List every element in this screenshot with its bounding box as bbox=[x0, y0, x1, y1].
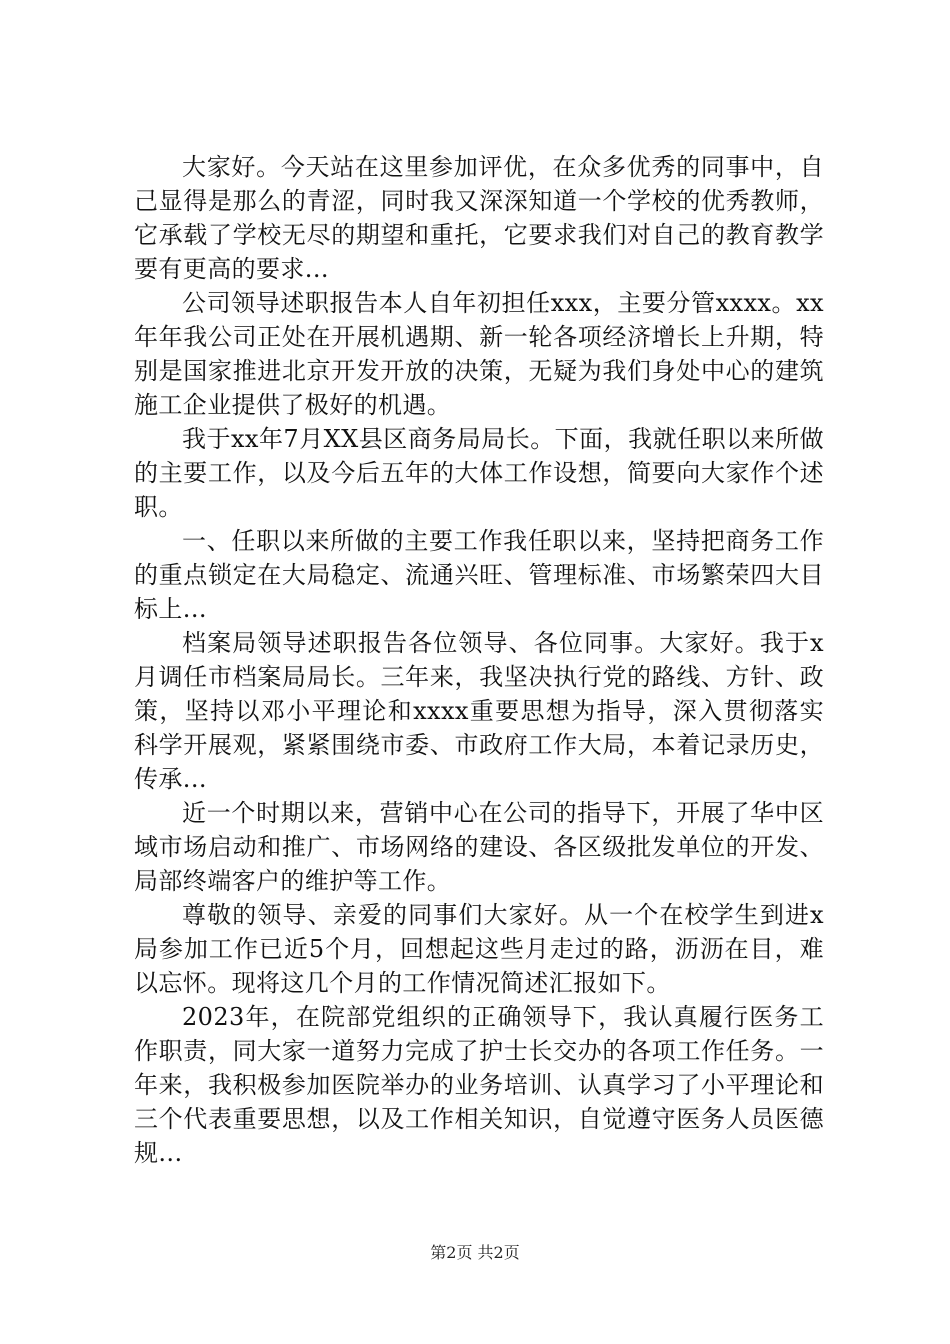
page-footer: 第2页 共2页 bbox=[430, 1243, 520, 1262]
paragraph: 档案局领导述职报告各位领导、各位同事。大家好。我于x月调任市档案局局长。三年来，我坚决执行党的路线、方针、政策，坚持以邓小平理论和xxxx重要思想为指导，深入贯彻落实科学开展观，紧紧围绕市委、市政府工作大局，本着记录历史，传承... bbox=[134, 629, 824, 793]
document-body bbox=[134, 150, 824, 1170]
paragraph: 一、任职以来所做的主要工作我任职以来，坚持把商务工作的重点锁定在大局稳定、流通兴旺、管理标准、市场繁荣四大目标上... bbox=[134, 527, 824, 623]
paragraph: 近一个时期以来，营销中心在公司的指导下，开展了华中区域市场启动和推广、市场网络的建设、各区级批发单位的开发、局部终端客户的维护等工作。 bbox=[134, 799, 824, 895]
paragraph: 2023年，在院部党组织的正确领导下，我认真履行医务工作职责，同大家一道努力完成了护士长交办的各项工作任务。一年来，我积极参加医院举办的业务培训、认真学习了小平理论和三个代表重要思想，以及工作相关知识，自觉遵守医务人员医德规... bbox=[134, 1003, 824, 1167]
paragraph: 我于xx年7月XX县区商务局局长。下面，我就任职以来所做的主要工作，以及今后五年的大体工作设想，简要向大家作个述职。 bbox=[134, 425, 824, 521]
paragraph: 尊敬的领导、亲爱的同事们大家好。从一个在校学生到进x局参加工作已近5个月，回想起这些月走过的路，沥沥在目，难以忘怀。现将这几个月的工作情况简述汇报如下。 bbox=[134, 901, 824, 997]
paragraph: 大家好。今天站在这里参加评优，在众多优秀的同事中，自己显得是那么的青涩，同时我又深深知道一个学校的优秀教师，它承载了学校无尽的期望和重托，它要求我们对自己的教育教学要有更高的要求... bbox=[134, 153, 824, 283]
paragraph: 公司领导述职报告本人自年初担任xxx，主要分管xxxx。xx年年我公司正处在开展机遇期、新一轮各项经济增长上升期，特别是国家推进北京开发开放的决策，无疑为我们身处中心的建筑施工企业提供了极好的机遇。 bbox=[134, 289, 824, 419]
